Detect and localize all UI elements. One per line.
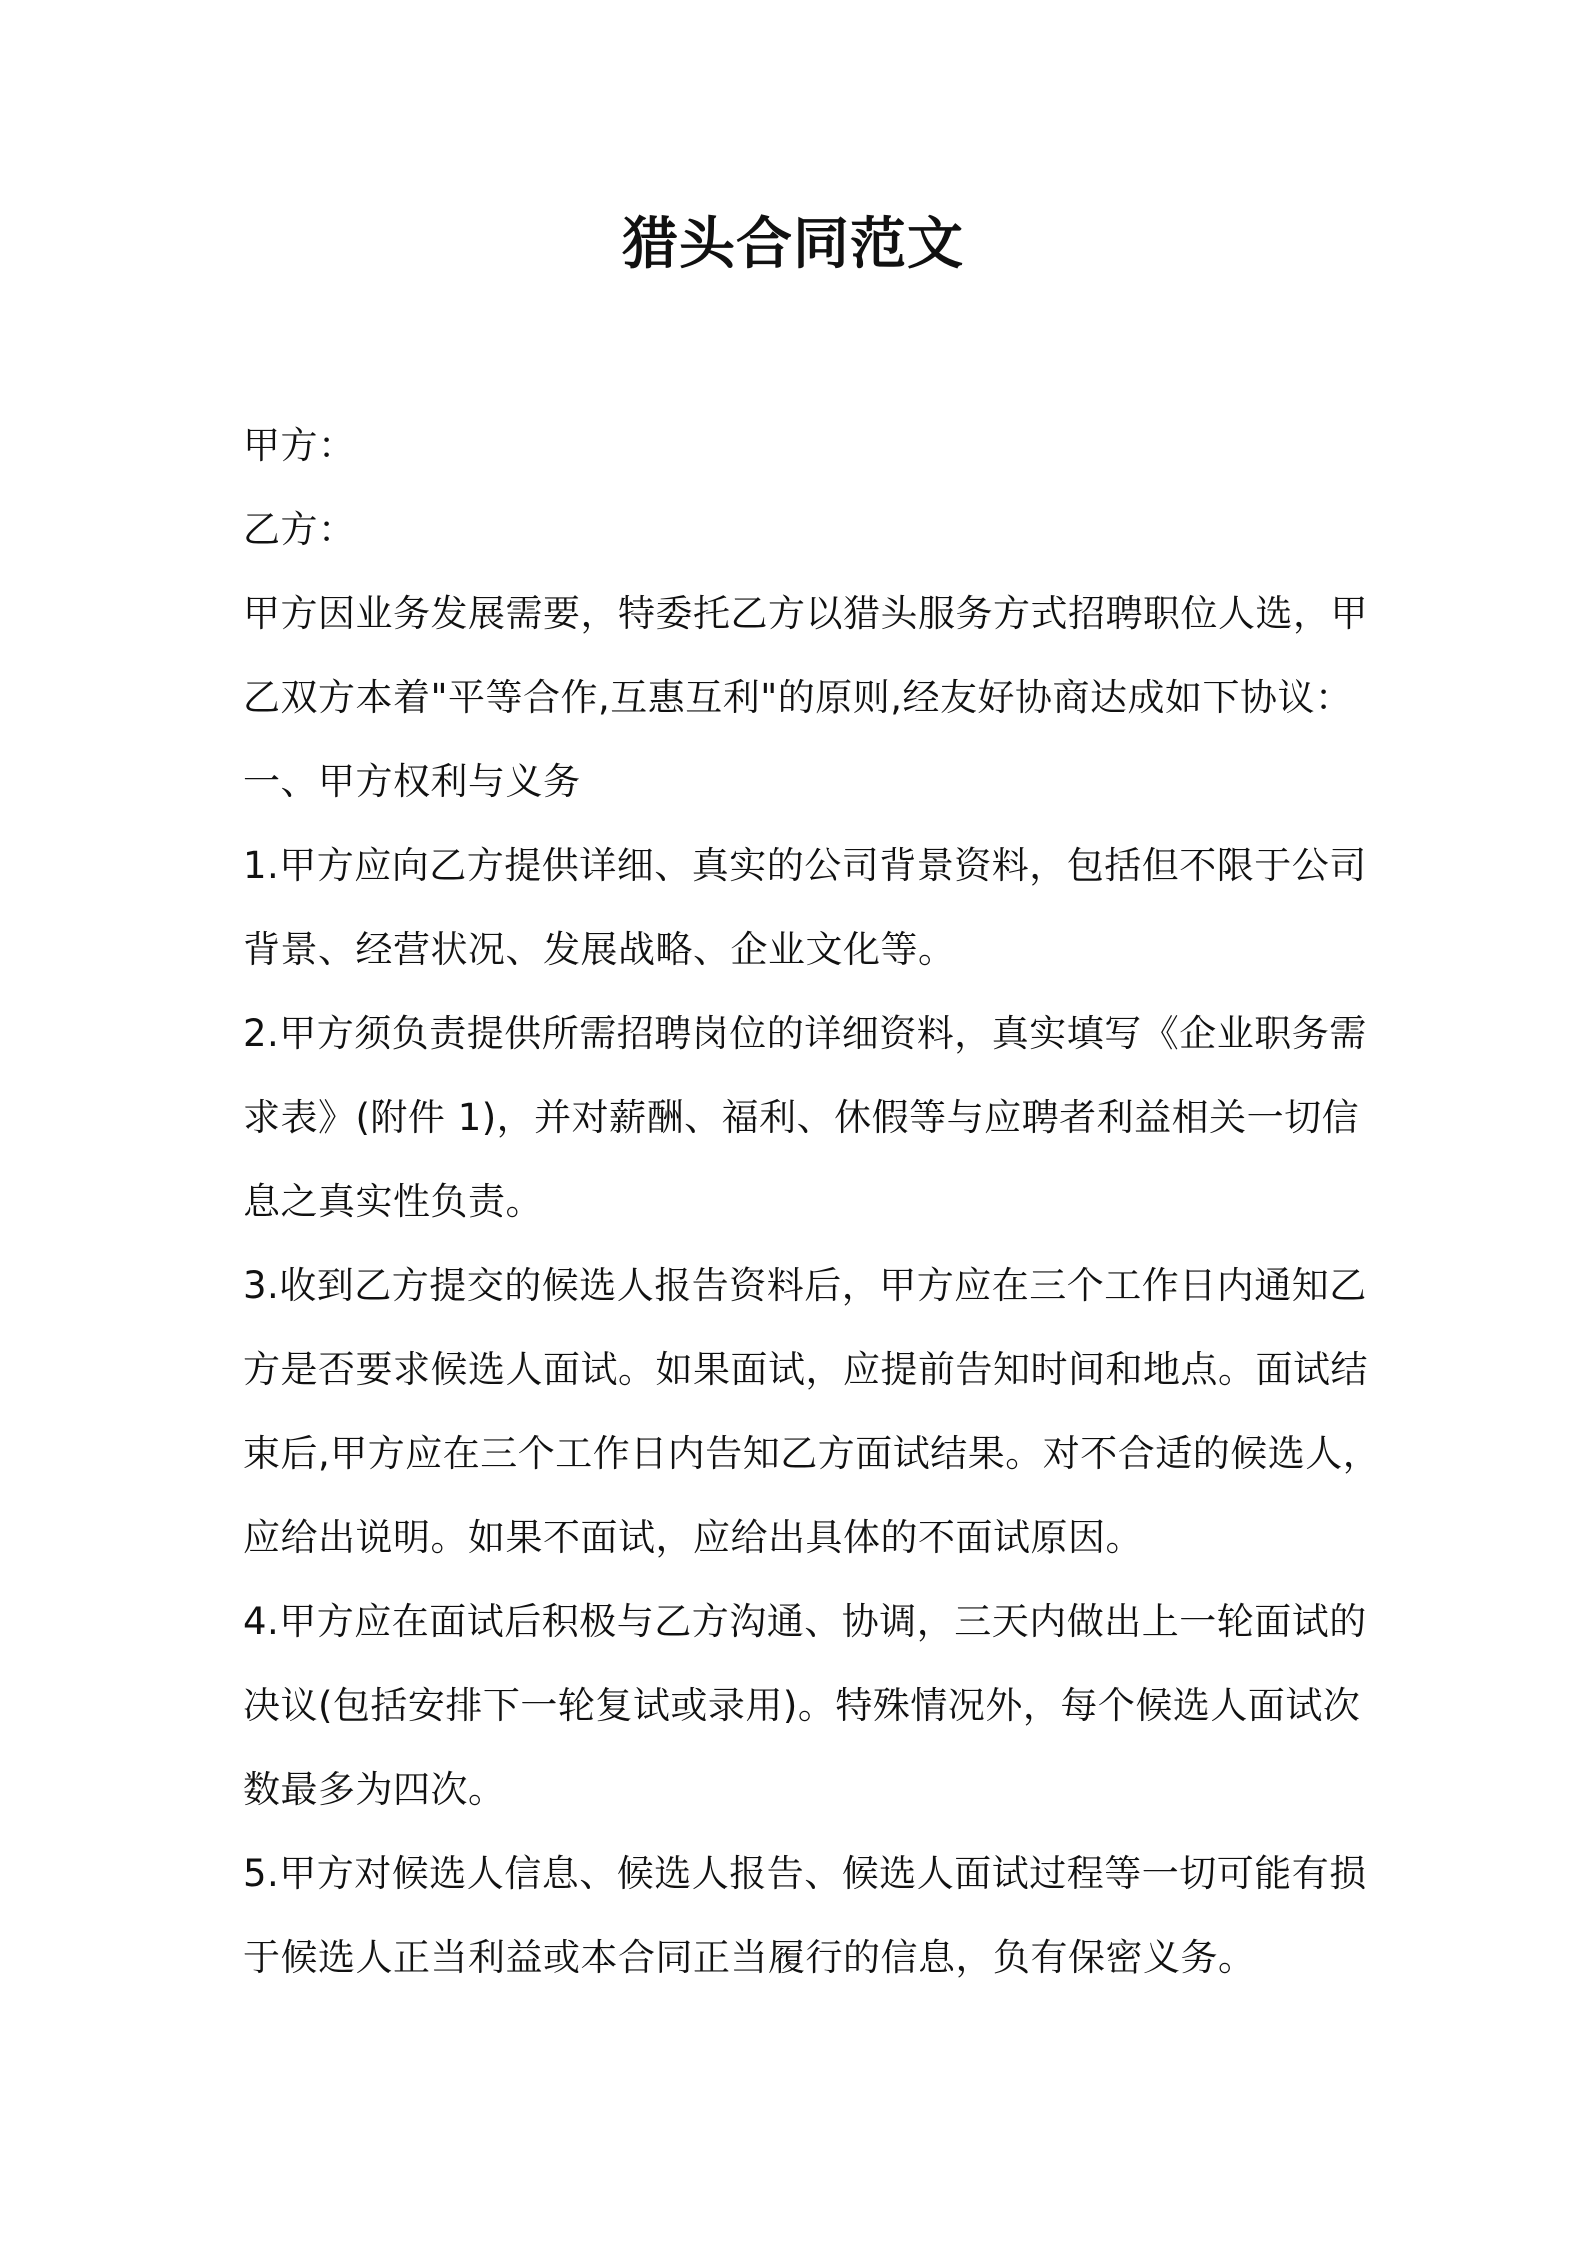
intro-paragraph xyxy=(243,572,1368,740)
clause-5 xyxy=(243,1832,1367,2000)
clause-4 xyxy=(243,1580,1367,1832)
clause-line: 背景、经营状况、发展战略、企业文化等。 xyxy=(243,928,956,971)
clause-line: 1.甲方应向乙方提供详细、真实的公司背景资料，包括但不限于公司 xyxy=(243,844,1367,887)
clause-line: 3.收到乙方提交的候选人报告资料后，甲方应在三个工作日内通知乙 xyxy=(243,1264,1367,1307)
document-body xyxy=(243,404,1381,2000)
clause-1 xyxy=(243,824,1367,992)
clause-2 xyxy=(243,992,1367,1244)
party-a-label: 甲方： xyxy=(243,424,356,467)
clause-3 xyxy=(243,1244,1381,1580)
document-title: 猎头合同范文 xyxy=(622,212,964,277)
clause-line: 于候选人正当利益或本合同正当履行的信息，负有保密义务。 xyxy=(243,1936,1256,1979)
clause-line: 应给出说明。如果不面试，应给出具体的不面试原因。 xyxy=(243,1516,1143,1559)
section-heading xyxy=(243,740,1363,824)
clause-line: 求表》(附件 1)，并对薪酬、福利、休假等与应聘者利益相关一切信 xyxy=(243,1096,1360,1139)
clause-line: 息之真实性负责。 xyxy=(243,1180,543,1223)
party-a-line xyxy=(243,404,1363,488)
party-b-label: 乙方： xyxy=(243,508,356,551)
clause-line: 方是否要求候选人面试。如果面试，应提前告知时间和地点。面试结 xyxy=(243,1348,1368,1391)
clause-line: 2.甲方须负责提供所需招聘岗位的详细资料，真实填写《企业职务需 xyxy=(243,1012,1367,1055)
clause-line: 决议(包括安排下一轮复试或录用)。特殊情况外，每个候选人面试次 xyxy=(243,1684,1361,1727)
clause-line: 数最多为四次。 xyxy=(243,1768,506,1811)
party-b-line xyxy=(243,488,1363,572)
clause-line: 5.甲方对候选人信息、候选人报告、候选人面试过程等一切可能有损 xyxy=(243,1852,1367,1895)
clause-line: 束后,甲方应在三个工作日内告知乙方面试结果。对不合适的候选人， xyxy=(243,1432,1381,1475)
intro-line: 乙双方本着"平等合作,互惠互利"的原则,经友好协商达成如下协议： xyxy=(243,676,1353,719)
section-1-heading: 一、甲方权利与义务 xyxy=(243,760,581,803)
intro-line: 甲方因业务发展需要，特委托乙方以猎头服务方式招聘职位人选，甲 xyxy=(243,592,1368,635)
clause-line: 4.甲方应在面试后积极与乙方沟通、协调，三天内做出上一轮面试的 xyxy=(243,1600,1367,1643)
